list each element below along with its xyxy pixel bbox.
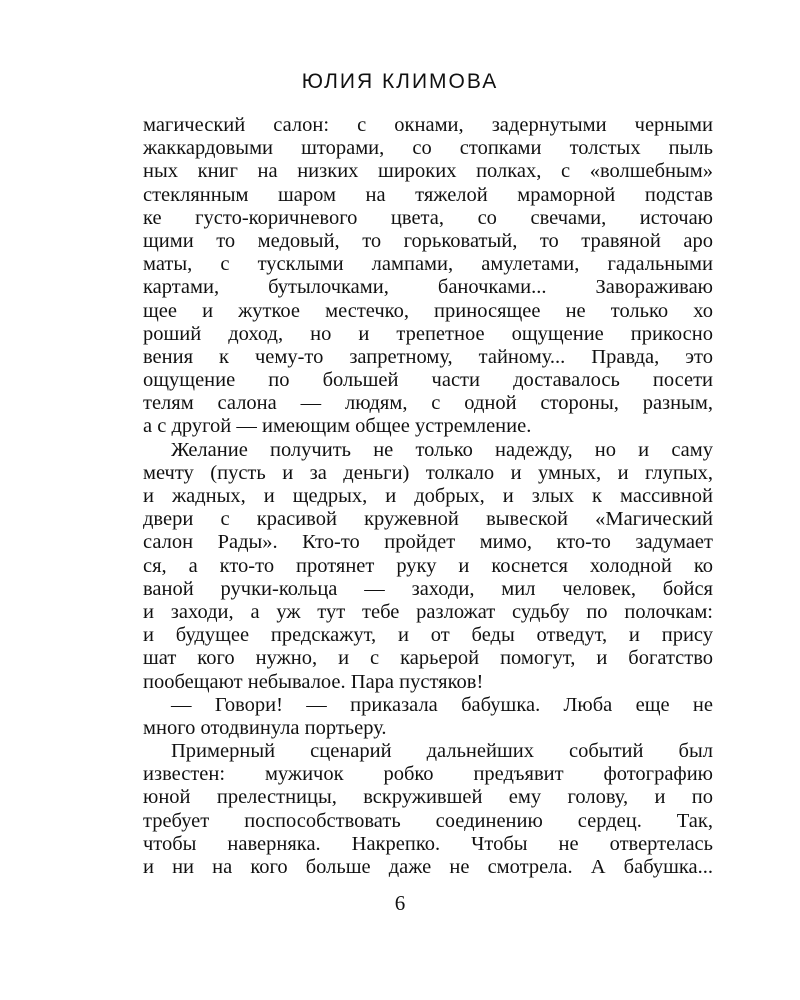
- text-line: щее и жуткое местечко, приносящее не только хо: [143, 299, 713, 322]
- text-line: ваной ручки-кольца — заходи, мил человек, бойся: [143, 577, 713, 600]
- page-number: 6: [394, 891, 406, 915]
- text-line: мечту (пусть и за деньги) толкало и умных, и глупых,: [143, 461, 713, 484]
- text-line: пообещают небывалое. Пара пустяков!: [143, 670, 484, 693]
- text-line: шат кого нужно, и с карьерой помогут, и богатство: [143, 647, 713, 670]
- text-line: ных книг на низких широких полках, с «волшебным»: [143, 160, 713, 183]
- text-line: известен: мужичок робко предъявит фотографию: [143, 763, 713, 786]
- text-line: ощущение по большей части доставалось посети: [143, 369, 713, 392]
- text-line: ке густо-коричневого цвета, со свечами, источаю: [143, 206, 713, 229]
- text-line: вения к чему-то запретному, тайному... Правда, это: [143, 345, 713, 368]
- text-line: Примерный сценарий дальнейших событий был: [171, 740, 713, 763]
- text-line: ся, а кто-то протянет руку и коснется холодной ко: [143, 554, 713, 577]
- running-head-author: ЮЛИЯ КЛИМОВА: [301, 70, 499, 93]
- text-line: маты, с тусклыми лампами, амулетами, гадальными: [143, 253, 713, 276]
- text-line: жаккардовыми шторами, со стопками толстых пыль: [143, 137, 713, 160]
- text-line: юной прелестницы, вскружившей ему голову, и по: [143, 786, 713, 809]
- text-line: и жадных, и щедрых, и добрых, и злых к массивной: [143, 485, 713, 507]
- text-line: салон Рады». Кто-то пройдет мимо, кто-то задумает: [143, 531, 713, 554]
- text-line: щими то медовый, то горьковатый, то травяной аро: [143, 229, 713, 252]
- text-line: требует поспособствовать соединению сердец. Так,: [143, 809, 713, 832]
- text-line: магический салон: с окнами, задернутыми черными: [143, 114, 713, 136]
- text-line: и ни на кого больше даже не смотрела. А бабушка...: [143, 856, 713, 878]
- text-line: роший доход, но и трепетное ощущение прикосно: [143, 322, 713, 345]
- body-text: [143, 114, 713, 879]
- text-line: двери с красивой кружевной вывеской «Магический: [143, 508, 713, 531]
- text-line: картами, бутылочками, баночками... Завораживаю: [143, 276, 713, 299]
- text-line: и заходи, а уж тут тебе разложат судьбу по полочкам:: [143, 600, 713, 623]
- text-line: Желание получить не только надежду, но и саму: [171, 438, 713, 461]
- text-line: много отодвинула портьеру.: [143, 716, 387, 739]
- text-line: а с другой — имеющим общее устремление.: [143, 415, 532, 438]
- text-line: и будущее предскажут, и от беды отведут, и прису: [143, 624, 713, 647]
- text-line: — Говори! — приказала бабушка. Люба еще не: [171, 693, 713, 716]
- text-line: телям салона — людям, с одной стороны, разным,: [143, 392, 713, 415]
- text-line: стеклянным шаром на тяжелой мраморной подстав: [143, 183, 713, 206]
- text-line: чтобы наверняка. Накрепко. Чтобы не отвертелась: [143, 832, 713, 855]
